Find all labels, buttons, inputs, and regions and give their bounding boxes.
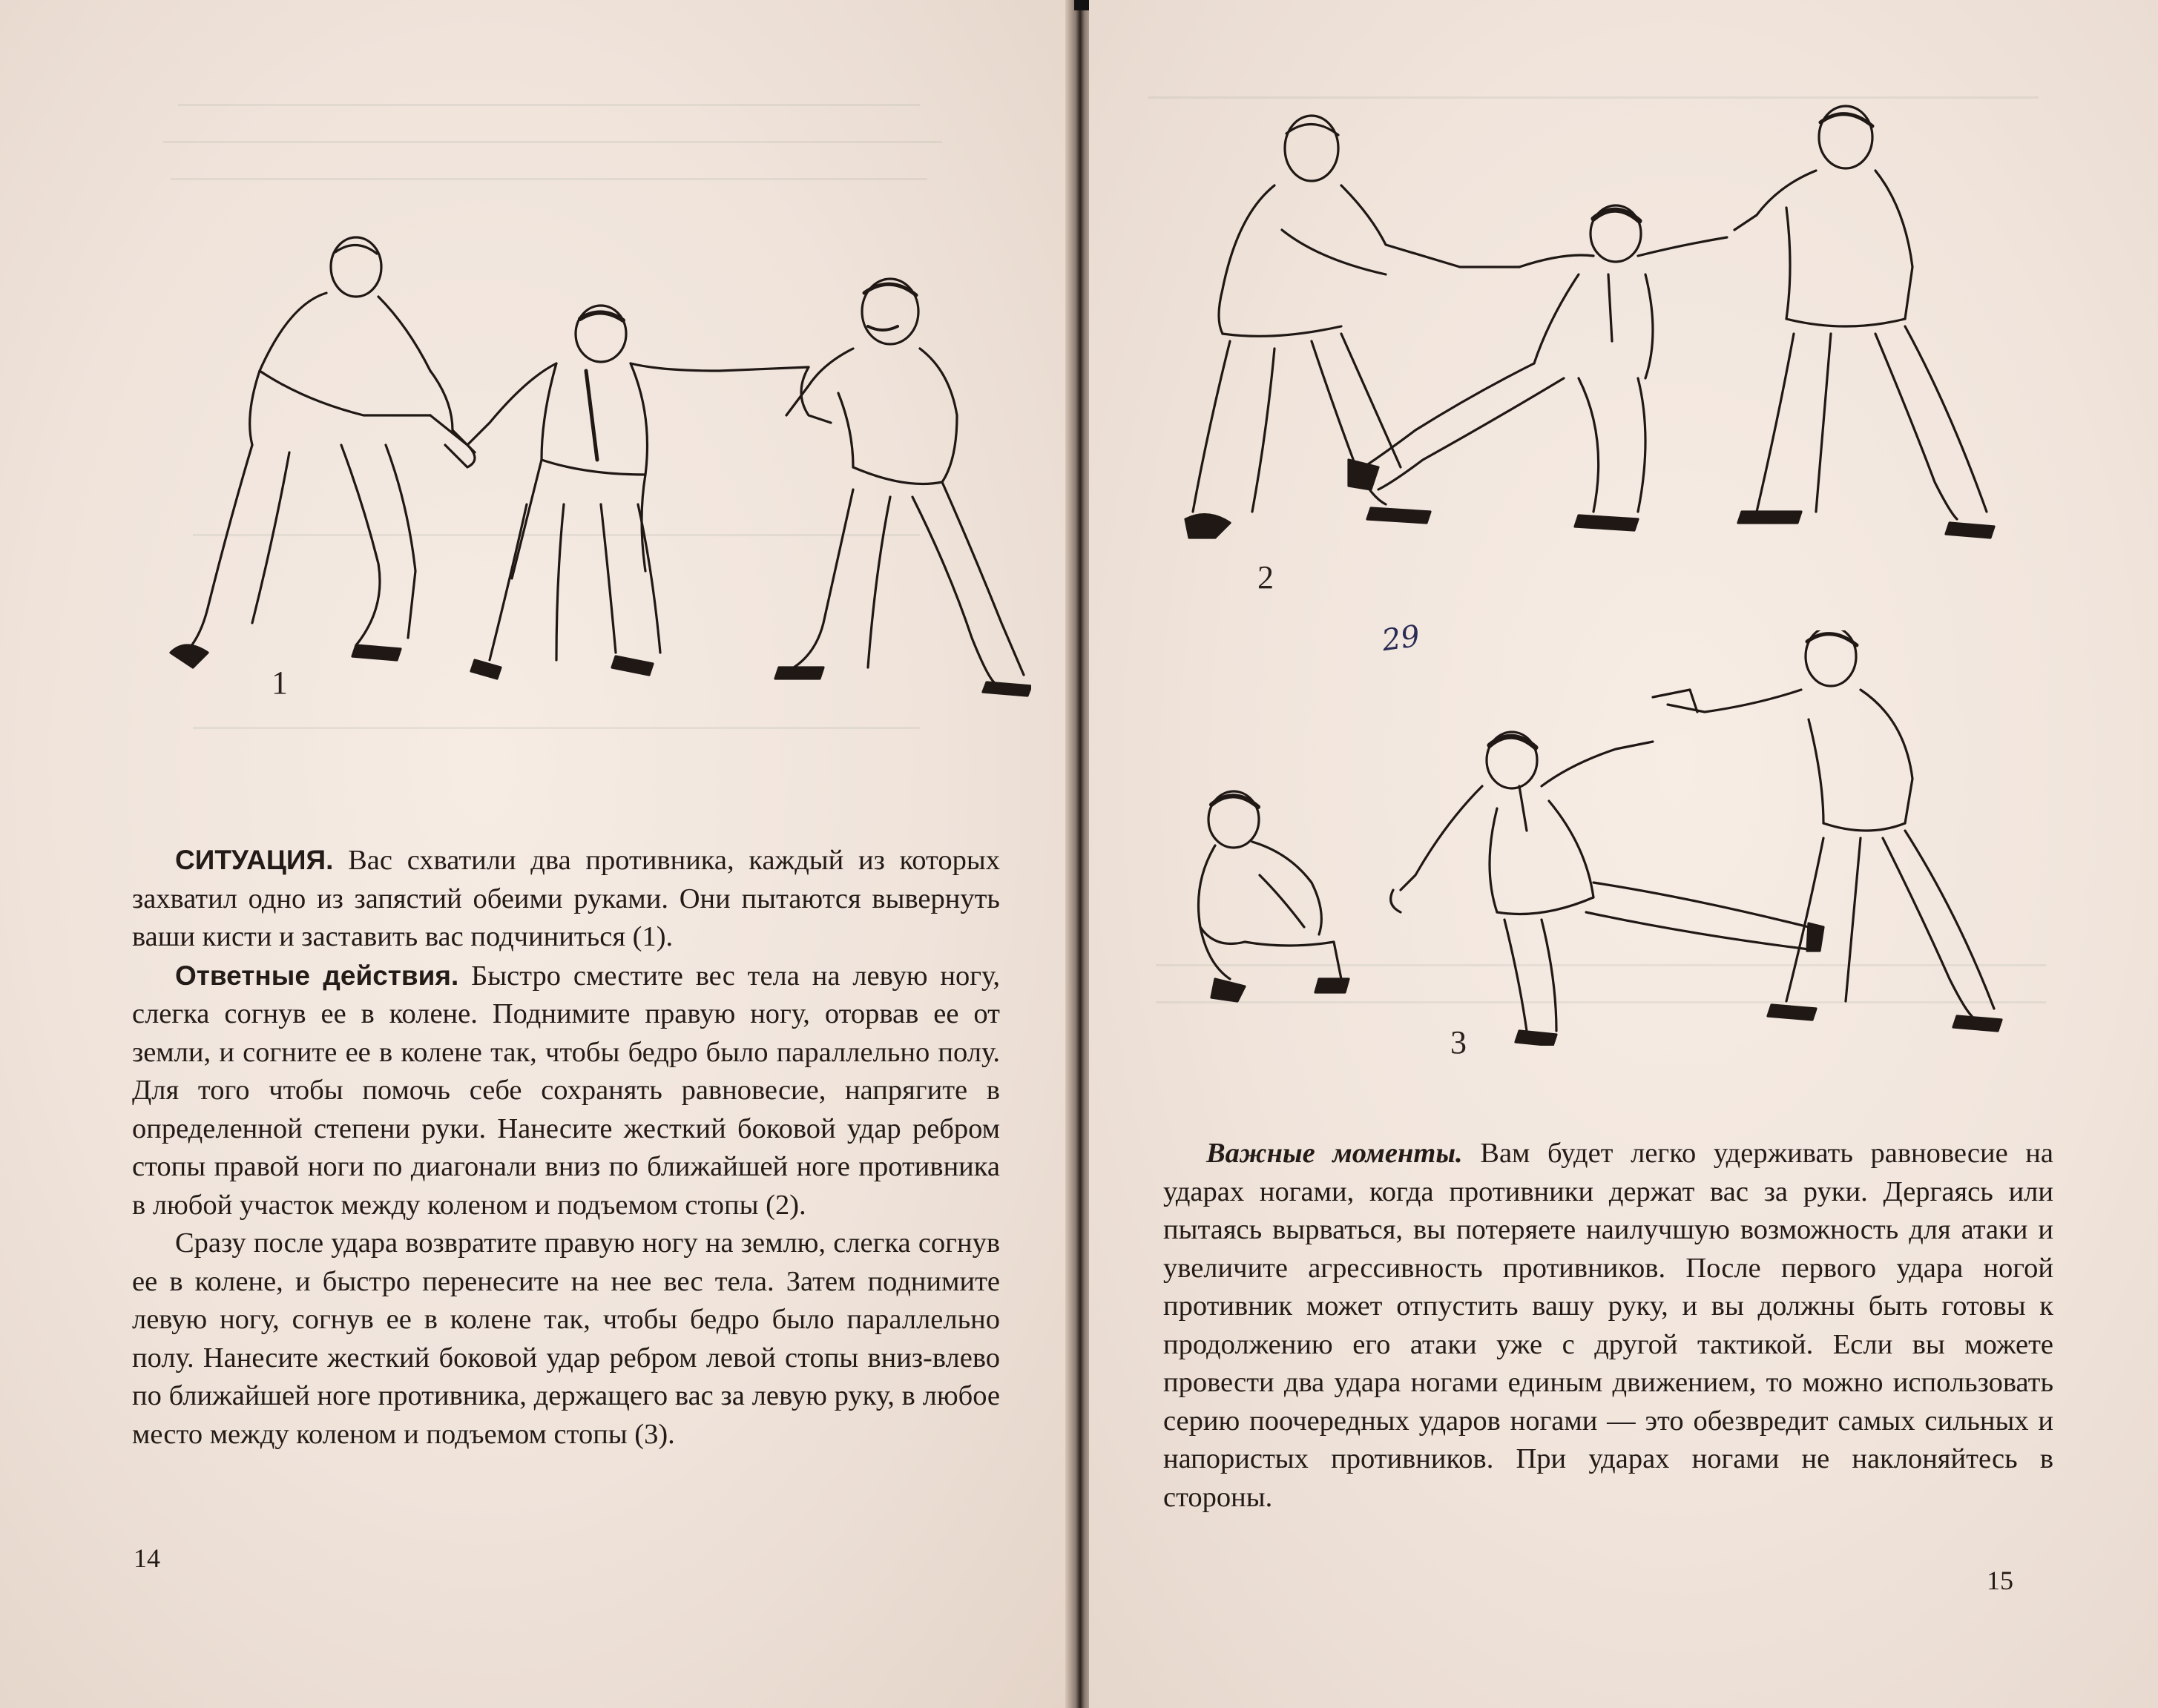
defender-figure xyxy=(467,306,809,679)
show-through xyxy=(171,178,927,180)
attacker-right-figure xyxy=(775,279,1031,696)
figure-number: 2 xyxy=(1257,559,1274,596)
third-paragraph: Сразу после удара возвратите правую ногу на землю, слегка согнув ее в колене, и быстро перенесите на нее вес тела. Затем поднимите левую ногу, согнув ее в колене так, чтобы бедро было параллельно полу. Нанесите жесткий боковой удар ребром левой стопы вниз-влево по ближайшей ноге противника, держащего вас за левую руку, в любое место между коленом и подъемом стопы (3). xyxy=(132,1227,1000,1450)
show-through xyxy=(193,727,920,729)
response-heading: Ответные действия. xyxy=(175,960,459,991)
left-body-text xyxy=(132,841,1000,1454)
attacker-left-figure xyxy=(171,237,475,667)
illustration-figure-2 xyxy=(1163,96,2024,564)
page-number-right: 15 xyxy=(1987,1566,2013,1595)
situation-heading: СИТУАЦИЯ. xyxy=(175,845,334,875)
attacker-right-figure xyxy=(1734,106,1994,538)
important-heading: Важные моменты. xyxy=(1206,1138,1463,1169)
figure-number: 3 xyxy=(1450,1024,1467,1061)
attacker-right-figure xyxy=(1653,630,2001,1031)
handwritten-note: 29 xyxy=(1380,619,1422,659)
defender-figure xyxy=(1349,205,1727,530)
situation-paragraph xyxy=(132,841,1000,957)
important-paragraph xyxy=(1163,1135,2053,1517)
response-text: Быстро сместите вес тела на левую ногу, слегка согнув ее в колене. Поднимите правую ногу, оторвав ее от земли, и согните ее в колене так, чтобы бедро было параллельно полу. Для того чтобы помочь себе сохранять равновесие, напрягите в определенной степени руки. Нанесите жесткий боковой удар ребром стопы правой ноги по диагонали вниз по ближайшей ноге противника в любой участок между коленом и подъемом стопы (2). xyxy=(132,960,1001,1221)
page-number-left: 14 xyxy=(134,1543,160,1573)
show-through xyxy=(178,104,920,106)
crouching-figure xyxy=(1199,791,1349,1001)
right-body-text xyxy=(1163,1135,2053,1517)
figure-number: 1 xyxy=(272,665,288,701)
illustration-figure-1 xyxy=(141,222,1031,727)
left-page xyxy=(0,0,1071,1708)
defender-kicking-figure xyxy=(1391,732,1823,1046)
right-page xyxy=(1089,0,2158,1708)
important-text: Вам будет легко удерживать равновесие на ударах ногами, когда противники держат вас за руки. Дергаясь или пытаясь вырваться, вы потеряете наилучшую возможность для атаки и увеличите агрессивность противников. После первого удара ногой противник может отпустить вашу руку, и вы должны быть готовы к продолжению его атаки уже с другой тактикой. Если вы можете провести два удара ногами единым движением, то можно использовать серию поочередных ударов ногами — это обезвредит самых сильных и напористых противников. При ударах ногами не наклоняйтесь в стороны. xyxy=(1163,1138,2053,1513)
illustration-figure-3 xyxy=(1171,630,2039,1046)
show-through xyxy=(163,141,942,143)
response-paragraph xyxy=(132,957,1000,1225)
situation-text: Вас схватили два противника, каждый из которых захватил одно из запястий обеими руками. Они пытаются вывернуть ваши кисти и заставить вас подчиниться (1). xyxy=(132,845,1000,952)
